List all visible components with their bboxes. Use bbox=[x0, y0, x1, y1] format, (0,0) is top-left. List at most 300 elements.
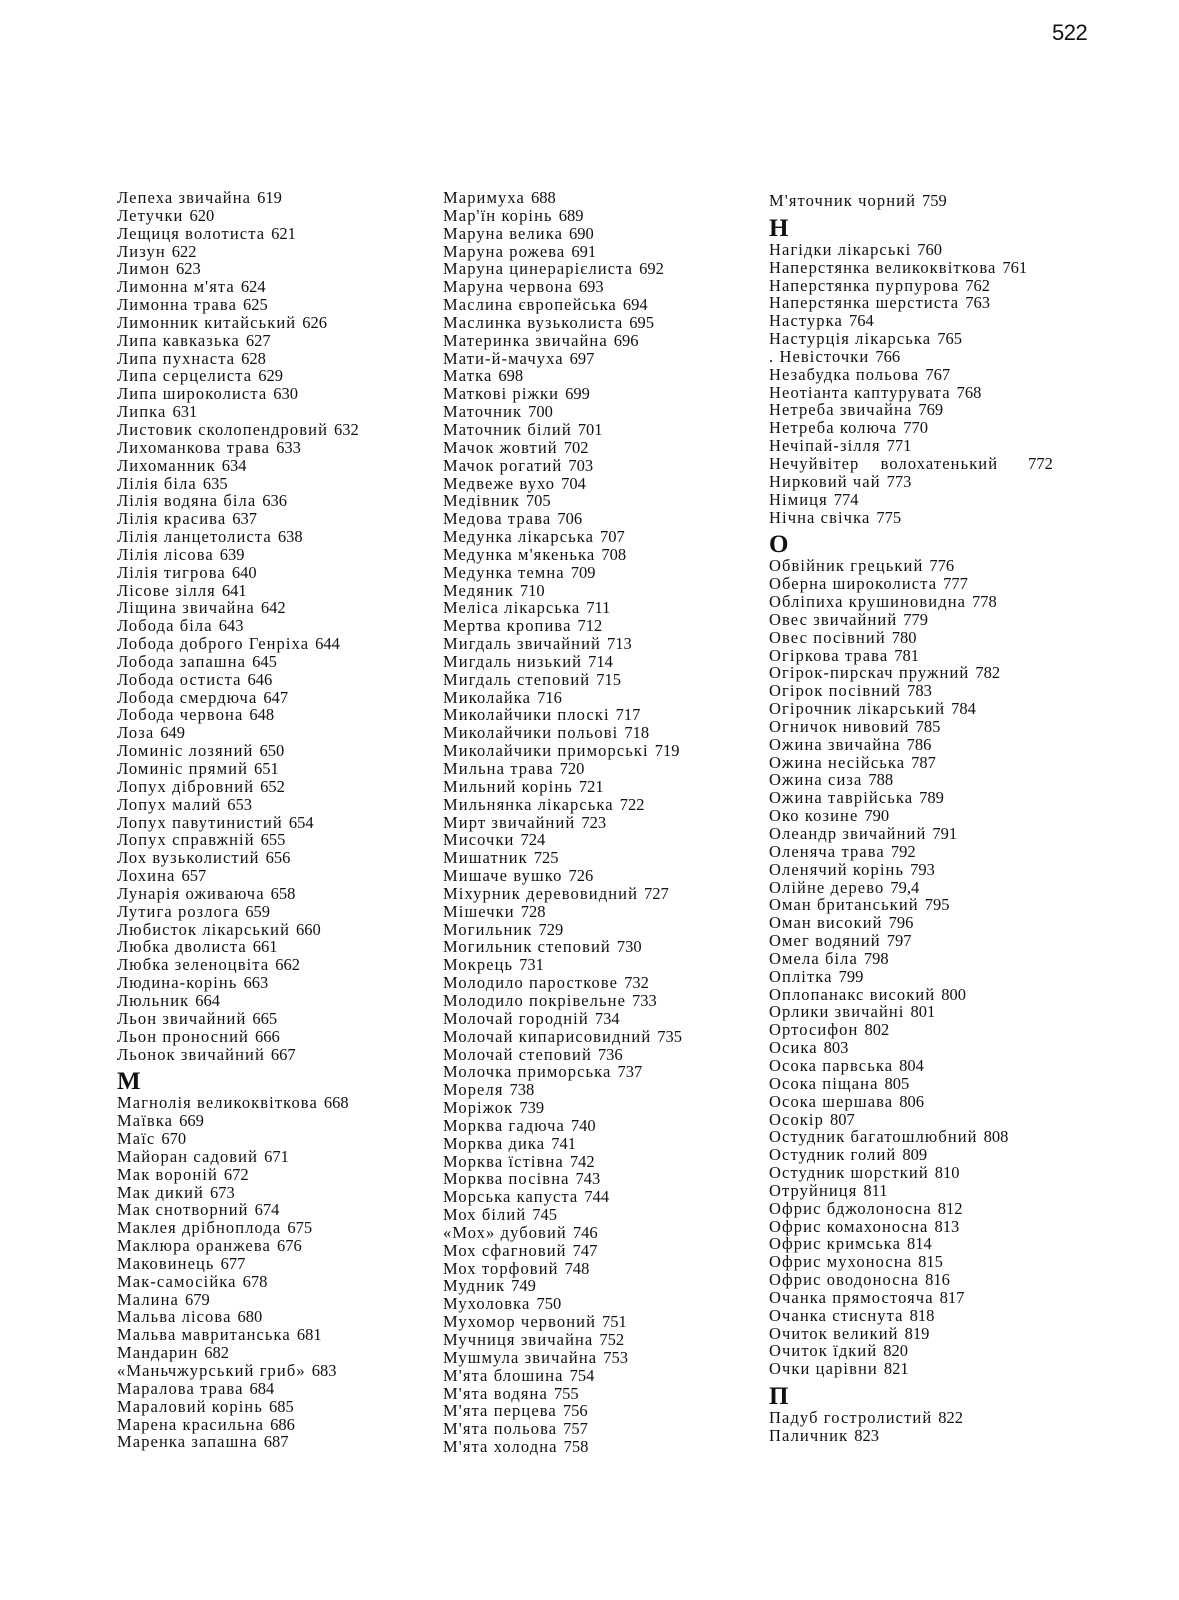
entry-number: 733 bbox=[632, 990, 657, 1010]
entry-number: 805 bbox=[884, 1073, 910, 1093]
index-entry bbox=[769, 629, 1099, 647]
index-entry bbox=[443, 1420, 753, 1438]
index-entry bbox=[769, 509, 1099, 527]
entry-term: Марена красильна bbox=[117, 1414, 265, 1434]
entry-term: Осокір bbox=[769, 1109, 824, 1129]
entry-number: 706 bbox=[557, 509, 583, 529]
entry-term: Льонок звичайний bbox=[117, 1044, 265, 1064]
entry-number: 652 bbox=[260, 776, 285, 796]
entry-list bbox=[769, 1409, 1099, 1445]
entry-number: 644 bbox=[315, 634, 340, 654]
entry-term: Липа кавказька bbox=[117, 330, 240, 350]
index-entry bbox=[117, 1028, 417, 1046]
entry-number: 676 bbox=[276, 1236, 302, 1256]
entry-term: Мак вороній bbox=[117, 1164, 218, 1184]
index-entry bbox=[443, 582, 753, 600]
entry-number: 815 bbox=[918, 1252, 943, 1272]
index-entry bbox=[117, 189, 417, 207]
entry-number: 678 bbox=[242, 1271, 268, 1291]
entry-term: «Маньчжурський гриб» bbox=[117, 1361, 306, 1380]
entry-term: Лопух справжній bbox=[117, 830, 255, 850]
entry-term: Огірок-пирскач пружний bbox=[769, 663, 970, 683]
entry-term: Очанка прямостояча bbox=[769, 1287, 934, 1307]
entry-number: 791 bbox=[932, 824, 958, 843]
entry-number: 752 bbox=[599, 1330, 625, 1349]
index-entry bbox=[117, 1380, 417, 1398]
index-entry bbox=[769, 312, 1099, 330]
entry-number: 624 bbox=[240, 277, 266, 297]
entry-term: Лохина bbox=[117, 866, 176, 886]
entry-term: Настурція лікарська bbox=[769, 329, 932, 349]
index-entry bbox=[769, 843, 1099, 861]
index-entry bbox=[117, 1344, 417, 1362]
entry-term: Мішечки bbox=[443, 901, 515, 921]
entry-number: 793 bbox=[910, 859, 935, 879]
entry-number: 705 bbox=[525, 491, 551, 511]
entry-term: Омела біла bbox=[769, 948, 858, 968]
entry-term: Маклюра оранжева bbox=[117, 1236, 271, 1256]
entry-number: 645 bbox=[252, 651, 277, 671]
index-entry bbox=[769, 348, 1099, 366]
index-entry bbox=[769, 1427, 1099, 1445]
index-entry bbox=[117, 653, 417, 671]
entry-term: Миколайчики приморські bbox=[443, 741, 649, 761]
entry-number: 811 bbox=[863, 1180, 888, 1200]
entry-term: Наперстянка великоквіткова bbox=[769, 257, 997, 277]
entry-number: 684 bbox=[249, 1378, 275, 1398]
index-entry bbox=[769, 682, 1099, 700]
entry-term: Мокрець bbox=[443, 955, 514, 975]
entry-number: 785 bbox=[915, 716, 941, 736]
index-entry bbox=[117, 243, 417, 261]
entry-number: 746 bbox=[572, 1222, 598, 1242]
index-entry bbox=[769, 1253, 1099, 1271]
entry-term: Маслина європейська bbox=[443, 295, 617, 315]
entry-number: 663 bbox=[243, 973, 269, 993]
entry-term: Льон проносний bbox=[117, 1026, 249, 1046]
entry-number: 723 bbox=[581, 812, 607, 832]
entry-term: Липа пухнаста bbox=[117, 348, 236, 368]
entry-term: Мильнянка лікарська bbox=[443, 794, 614, 814]
index-entry bbox=[443, 510, 753, 528]
entry-number: 787 bbox=[911, 752, 936, 772]
entry-term: Мох сфагновий bbox=[443, 1240, 567, 1260]
index-entry bbox=[769, 1146, 1099, 1164]
entry-term: Ліщина звичайна bbox=[117, 598, 255, 618]
index-entry bbox=[443, 1063, 753, 1081]
index-entry bbox=[443, 1313, 753, 1331]
index-entry bbox=[443, 278, 753, 296]
index-entry bbox=[117, 1112, 417, 1130]
entry-term: Офрис комахоносна bbox=[769, 1216, 929, 1236]
entry-term: Огірок посівний bbox=[769, 681, 902, 701]
entry-term: Мушмула звичайна bbox=[443, 1347, 598, 1367]
index-entry bbox=[117, 1046, 417, 1064]
entry-term: Лобода доброго Генріха bbox=[117, 634, 310, 654]
index-entry bbox=[769, 1289, 1099, 1307]
index-entry bbox=[117, 492, 417, 510]
entry-number: 715 bbox=[596, 669, 621, 689]
index-entry bbox=[117, 885, 417, 903]
entry-term: Лілія ланцетолиста bbox=[117, 527, 272, 547]
entry-number: 803 bbox=[823, 1038, 849, 1058]
entry-term: Осика bbox=[769, 1038, 818, 1058]
entry-number: 769 bbox=[918, 400, 944, 420]
index-entry bbox=[443, 403, 753, 421]
entry-term: Медунка темна bbox=[443, 562, 565, 582]
index-entry bbox=[117, 938, 417, 956]
entry-term: Любисток лікарський bbox=[117, 919, 291, 939]
entry-term: Мишаче вушко bbox=[443, 866, 563, 886]
entry-term: Мигдаль звичайний bbox=[443, 634, 601, 654]
index-entry bbox=[117, 564, 417, 582]
entry-term: Маруна рожева bbox=[443, 241, 566, 261]
entry-number: 779 bbox=[903, 609, 929, 629]
entry-term: Очки царівни bbox=[769, 1359, 878, 1379]
index-entry bbox=[769, 419, 1099, 437]
index-entry bbox=[769, 366, 1099, 384]
entry-number: 685 bbox=[269, 1396, 294, 1416]
index-entry bbox=[443, 243, 753, 261]
entry-number: 724 bbox=[520, 830, 546, 850]
index-entry bbox=[117, 760, 417, 778]
entry-number: 742 bbox=[569, 1151, 595, 1171]
index-entry bbox=[769, 611, 1099, 629]
entry-term: Медяник bbox=[443, 580, 514, 600]
entry-term: Маруна червона bbox=[443, 277, 573, 297]
index-entry bbox=[769, 932, 1099, 950]
entry-number: 780 bbox=[891, 627, 917, 647]
entry-term: Олеандр звичайний bbox=[769, 824, 927, 843]
entry-number: 757 bbox=[563, 1419, 588, 1439]
entry-term: . Невісточки bbox=[769, 346, 870, 366]
entry-number: 792 bbox=[890, 841, 916, 861]
entry-number: 627 bbox=[245, 330, 271, 350]
entry-number: 635 bbox=[202, 473, 228, 493]
index-entry bbox=[443, 1242, 753, 1260]
entry-term: Мальва мавританська bbox=[117, 1325, 291, 1345]
entry-number: 808 bbox=[983, 1127, 1009, 1147]
entry-number: 620 bbox=[189, 205, 215, 225]
entry-term: Мох білий bbox=[443, 1205, 527, 1225]
index-entry bbox=[769, 1164, 1099, 1182]
entry-term: Миколайчики польові bbox=[443, 723, 619, 743]
entry-number: 727 bbox=[644, 883, 669, 903]
entry-number: 713 bbox=[606, 634, 632, 654]
index-entry bbox=[769, 861, 1099, 879]
entry-term: Лунарія оживаюча bbox=[117, 883, 265, 903]
index-entry bbox=[769, 968, 1099, 986]
index-entry bbox=[443, 938, 753, 956]
entry-number: 725 bbox=[533, 848, 559, 868]
index-entry bbox=[117, 546, 417, 564]
entry-term: Мильна трава bbox=[443, 759, 554, 778]
entry-number: 701 bbox=[577, 419, 603, 439]
index-entry bbox=[117, 921, 417, 939]
entry-number: 772 bbox=[1028, 453, 1053, 473]
index-entry bbox=[117, 510, 417, 528]
index-entry bbox=[443, 599, 753, 617]
index-entry bbox=[443, 1349, 753, 1367]
entry-term: Листовик сколопендровий bbox=[117, 419, 328, 439]
entry-number: 741 bbox=[551, 1133, 576, 1153]
index-entry bbox=[769, 1111, 1099, 1129]
entry-number: 728 bbox=[520, 901, 546, 921]
entry-number: 739 bbox=[519, 1098, 545, 1118]
entry-number: 709 bbox=[570, 562, 596, 582]
entry-term: Лобода біла bbox=[117, 616, 213, 636]
index-entry bbox=[769, 879, 1099, 897]
entry-term: Любка дволиста bbox=[117, 937, 247, 957]
entry-term: Оберна широколиста bbox=[769, 574, 938, 594]
entry-term: Мак-самосійка bbox=[117, 1271, 237, 1291]
entry-term: Падуб гостролистий bbox=[769, 1408, 933, 1428]
index-entry bbox=[117, 617, 417, 635]
entry-number: 761 bbox=[1002, 257, 1028, 277]
entry-number: 756 bbox=[562, 1401, 588, 1421]
entry-term: Нагідки лікарські bbox=[769, 239, 912, 259]
entry-number: 759 bbox=[922, 191, 947, 210]
entry-number: 656 bbox=[265, 848, 291, 868]
index-entry bbox=[769, 896, 1099, 914]
entry-term: Морква гадюча bbox=[443, 1115, 565, 1135]
index-column-1 bbox=[117, 189, 417, 1451]
entry-number: 702 bbox=[563, 437, 589, 457]
index-entry bbox=[117, 1010, 417, 1028]
entry-number: 771 bbox=[886, 436, 912, 456]
entry-number: 692 bbox=[639, 259, 664, 279]
entry-number: 783 bbox=[907, 681, 932, 701]
entry-number: 731 bbox=[519, 955, 544, 975]
index-entry bbox=[117, 599, 417, 617]
entry-term: Оленяча трава bbox=[769, 841, 885, 861]
entry-number: 718 bbox=[624, 723, 650, 743]
entry-number: 657 bbox=[181, 866, 207, 886]
entry-number: 804 bbox=[899, 1055, 924, 1075]
entry-term: Ожина сиза bbox=[769, 770, 863, 790]
index-entry bbox=[769, 491, 1099, 509]
index-entry bbox=[443, 885, 753, 903]
entry-term: Медівник bbox=[443, 491, 520, 511]
entry-number: 634 bbox=[221, 455, 247, 475]
entry-term: Лихоманник bbox=[117, 455, 216, 475]
index-entry bbox=[769, 1325, 1099, 1343]
entry-number: 813 bbox=[934, 1216, 960, 1236]
entry-term: Лопух дібровний bbox=[117, 776, 255, 796]
entry-number: 630 bbox=[273, 384, 299, 404]
entry-number: 745 bbox=[532, 1205, 557, 1225]
entry-term: Остудник багатошлюбний bbox=[769, 1127, 978, 1147]
entry-term: Маївка bbox=[117, 1111, 174, 1131]
index-entry bbox=[443, 1028, 753, 1046]
entry-term: Могильник bbox=[443, 919, 533, 939]
entry-term: Неотіанта каптурувата bbox=[769, 382, 951, 402]
index-entry bbox=[769, 593, 1099, 611]
entry-number: 820 bbox=[883, 1341, 909, 1361]
index-entry bbox=[117, 1148, 417, 1166]
entry-term: Ожина несійська bbox=[769, 752, 906, 772]
entry-number: 712 bbox=[577, 616, 603, 636]
entry-number: 671 bbox=[264, 1146, 289, 1166]
entry-term: Липа серцелиста bbox=[117, 366, 253, 386]
index-entry bbox=[117, 992, 417, 1010]
index-entry bbox=[769, 825, 1099, 843]
entry-term: Настурка bbox=[769, 311, 843, 331]
index-entry bbox=[117, 403, 417, 421]
entry-term: Очиток великий bbox=[769, 1323, 899, 1343]
entry-term: Огіркова трава bbox=[769, 645, 889, 665]
entry-term: Овес посівний bbox=[769, 627, 886, 647]
index-entry bbox=[117, 475, 417, 493]
entry-number: 789 bbox=[919, 788, 944, 808]
entry-term: Маслинка вузьколиста bbox=[443, 312, 624, 332]
page-number: 522 bbox=[1052, 20, 1088, 45]
index-entry bbox=[117, 278, 417, 296]
entry-number: 669 bbox=[179, 1111, 204, 1131]
entry-number: 802 bbox=[864, 1020, 890, 1040]
entry-number: 765 bbox=[937, 329, 962, 349]
index-entry bbox=[443, 207, 753, 225]
entry-term: Лимонна м'ята bbox=[117, 277, 235, 297]
entry-number: 797 bbox=[886, 931, 912, 951]
entry-term: Лимонна трава bbox=[117, 295, 238, 315]
index-entry bbox=[769, 1057, 1099, 1075]
index-entry bbox=[443, 1295, 753, 1313]
entry-number: 664 bbox=[195, 990, 220, 1010]
entry-term: Мох торфовий bbox=[443, 1258, 559, 1278]
entry-number: 776 bbox=[929, 556, 955, 576]
index-entry bbox=[769, 455, 1099, 473]
entry-number: 734 bbox=[594, 1008, 620, 1028]
index-entry bbox=[443, 778, 753, 796]
entry-list bbox=[117, 189, 417, 1063]
index-entry bbox=[117, 439, 417, 457]
entry-number: 650 bbox=[259, 741, 285, 761]
entry-term: Ортосифон bbox=[769, 1020, 859, 1040]
entry-term: Офрис мухоносна bbox=[769, 1252, 913, 1272]
index-entry bbox=[117, 207, 417, 225]
entry-term: Матка bbox=[443, 366, 493, 386]
index-entry bbox=[117, 385, 417, 403]
entry-term: Мачок рогатий bbox=[443, 455, 563, 475]
index-entry bbox=[443, 1385, 753, 1403]
entry-number: 696 bbox=[613, 330, 639, 350]
index-entry bbox=[117, 1433, 417, 1451]
entry-number: 763 bbox=[965, 293, 990, 313]
entry-term: Мигдаль степовий bbox=[443, 669, 591, 689]
entry-number: 691 bbox=[571, 241, 597, 261]
entry-term: Магнолія великоквіткова bbox=[117, 1093, 318, 1113]
entry-term: Оленячий корінь bbox=[769, 859, 905, 879]
entry-number: 710 bbox=[519, 580, 545, 600]
entry-number: 764 bbox=[848, 311, 874, 331]
index-entry bbox=[117, 796, 417, 814]
entry-term: Огничок нивовий bbox=[769, 716, 910, 736]
entry-term: Нетреба колюча bbox=[769, 418, 898, 438]
entry-term: Лоза bbox=[117, 723, 155, 743]
entry-number: 719 bbox=[654, 741, 680, 761]
index-entry bbox=[443, 992, 753, 1010]
index-entry bbox=[443, 475, 753, 493]
index-entry bbox=[443, 528, 753, 546]
entry-number: 796 bbox=[888, 913, 914, 933]
entry-number: 730 bbox=[616, 937, 642, 957]
entry-term: Молочка приморська bbox=[443, 1062, 612, 1082]
entry-term: Малина bbox=[117, 1289, 179, 1309]
index-entry bbox=[443, 1367, 753, 1385]
entry-number: 711 bbox=[586, 598, 611, 618]
entry-term: Маруна велика bbox=[443, 223, 564, 243]
index-entry bbox=[443, 1099, 753, 1117]
entry-term: Лобода запашна bbox=[117, 651, 247, 671]
index-entry bbox=[769, 754, 1099, 772]
entry-term: Офрис оводоносна bbox=[769, 1270, 920, 1290]
index-entry bbox=[443, 1402, 753, 1420]
entry-number: 658 bbox=[270, 883, 296, 903]
index-entry bbox=[443, 956, 753, 974]
entry-term: Мучниця звичайна bbox=[443, 1330, 594, 1349]
index-entry bbox=[769, 1003, 1099, 1021]
entry-term: Нечуйвітер волохатенький bbox=[769, 453, 999, 473]
entry-number: 623 bbox=[176, 259, 201, 279]
entry-term: Очанка стиснута bbox=[769, 1305, 904, 1325]
section-letter: М bbox=[117, 1068, 141, 1096]
index-entry bbox=[443, 332, 753, 350]
section-letter: П bbox=[769, 1383, 789, 1411]
entry-term: Медвеже вухо bbox=[443, 473, 556, 493]
index-entry bbox=[769, 950, 1099, 968]
entry-number: 788 bbox=[868, 770, 894, 790]
index-entry bbox=[769, 1271, 1099, 1289]
entry-term: Отруйниця bbox=[769, 1180, 858, 1200]
entry-term: Лілія тигрова bbox=[117, 562, 226, 582]
index-entry bbox=[443, 742, 753, 760]
entry-number: 737 bbox=[617, 1062, 643, 1082]
entry-term: Маралова трава bbox=[117, 1378, 244, 1398]
entry-number: 818 bbox=[909, 1305, 935, 1325]
entry-number: 812 bbox=[937, 1198, 963, 1218]
entry-number: 823 bbox=[854, 1426, 879, 1445]
entry-term: Маруна цинерарієлиста bbox=[443, 259, 634, 279]
index-entry bbox=[443, 760, 753, 778]
entry-term: Осока парвська bbox=[769, 1055, 894, 1075]
index-entry bbox=[117, 1416, 417, 1434]
entry-term: Молодило покрівельне bbox=[443, 990, 626, 1010]
entry-number: 775 bbox=[876, 507, 902, 527]
entry-number: 625 bbox=[243, 295, 268, 315]
entry-term: Морква їстівна bbox=[443, 1151, 564, 1171]
entry-term: Омег водяний bbox=[769, 931, 881, 951]
index-entry bbox=[769, 1342, 1099, 1360]
entry-list bbox=[443, 189, 753, 1456]
entry-term: Лутига розлога bbox=[117, 901, 240, 921]
index-entry bbox=[443, 225, 753, 243]
entry-term: Лобода червона bbox=[117, 705, 244, 725]
entry-number: 809 bbox=[902, 1145, 928, 1165]
entry-number: 631 bbox=[172, 402, 198, 422]
entry-number: 695 bbox=[629, 312, 655, 332]
index-entry bbox=[117, 671, 417, 689]
entry-term: Мандарин bbox=[117, 1343, 199, 1363]
index-entry bbox=[769, 807, 1099, 825]
entry-number: 762 bbox=[965, 275, 991, 295]
entry-term: Осока піщана bbox=[769, 1073, 879, 1093]
entry-number: 683 bbox=[311, 1361, 337, 1380]
entry-number: 698 bbox=[498, 366, 524, 386]
entry-term: Лимон bbox=[117, 259, 171, 279]
entry-term: Лопух павутинистий bbox=[117, 812, 283, 832]
entry-term: Мигдаль низький bbox=[443, 651, 583, 671]
